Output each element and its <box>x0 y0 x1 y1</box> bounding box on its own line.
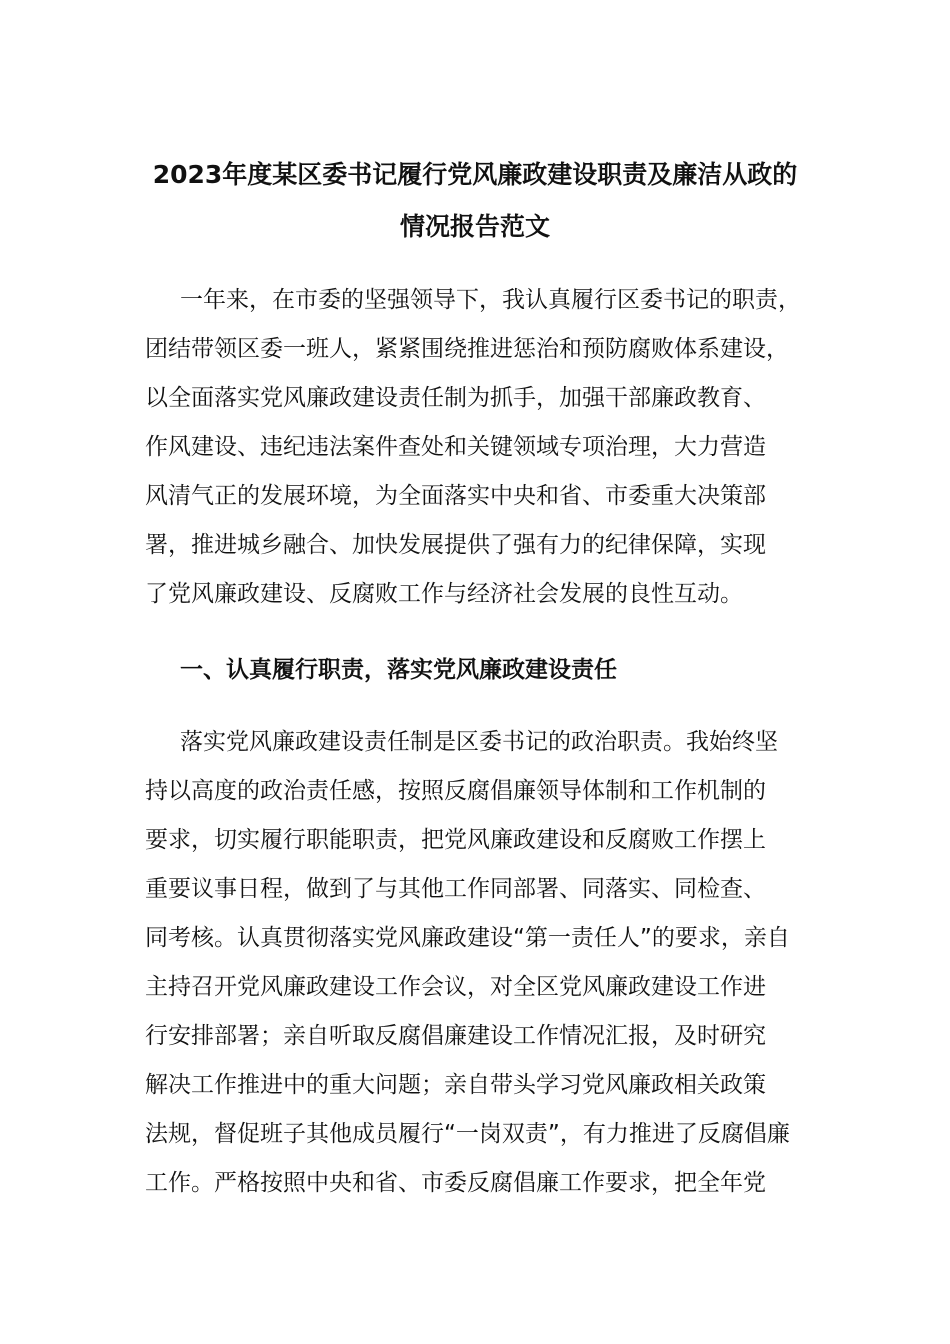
paragraph-1-line: 一年来，在市委的坚强领导下，我认真履行区委书记的职责， <box>180 287 801 313</box>
paragraph-1-line: 风清气正的发展环境，为全面落实中央和省、市委重大决策部 <box>145 483 766 509</box>
paragraph-2-line: 主持召开党风廉政建设工作会议，对全区党风廉政建设工作进 <box>145 974 766 1000</box>
paragraph-1-line: 以全面落实党风廉政建设责任制为抓手，加强干部廉政教育、 <box>145 385 766 411</box>
paragraph-2-line: 重要议事日程，做到了与其他工作同部署、同落实、同检查、 <box>145 876 766 902</box>
paragraph-1-line: 署，推进城乡融合、加快发展提供了强有力的纪律保障，实现 <box>145 532 766 558</box>
paragraph-2-line: 落实党风廉政建设责任制是区委书记的政治职责。我始终坚 <box>180 729 778 755</box>
section-1-heading: 一、认真履行职责，落实党风廉政建设责任 <box>180 657 617 683</box>
paragraph-2-line: 法规，督促班子其他成员履行“一岗双责”，有力推进了反腐倡廉 <box>145 1121 790 1147</box>
paragraph-1-line: 作风建设、违纪违法案件查处和关键领域专项治理，大力营造 <box>145 434 766 460</box>
paragraph-1-line: 了党风廉政建设、反腐败工作与经济社会发展的良性互动。 <box>145 581 743 607</box>
paragraph-2-line: 行安排部署；亲自听取反腐倡廉建设工作情况汇报，及时研究 <box>145 1023 766 1049</box>
paragraph-2-line: 要求，切实履行职能职责，把党风廉政建设和反腐败工作摆上 <box>145 827 766 853</box>
document-title-line-1: 2023年度某区委书记履行党风廉政建设职责及廉洁从政的 <box>152 160 798 189</box>
paragraph-2-line: 工作。严格按照中央和省、市委反腐倡廉工作要求，把全年党 <box>145 1170 766 1196</box>
paragraph-2-line: 解决工作推进中的重大问题；亲自带头学习党风廉政相关政策 <box>145 1072 766 1098</box>
paragraph-2-line: 同考核。认真贯彻落实党风廉政建设“第一责任人”的要求，亲自 <box>145 925 790 951</box>
paragraph-1-line: 团结带领区委一班人，紧紧围绕推进惩治和预防腐败体系建设， <box>145 336 789 362</box>
document-title-line-2: 情况报告范文 <box>399 212 550 241</box>
paragraph-2-line: 持以高度的政治责任感，按照反腐倡廉领导体制和工作机制的 <box>145 778 766 804</box>
